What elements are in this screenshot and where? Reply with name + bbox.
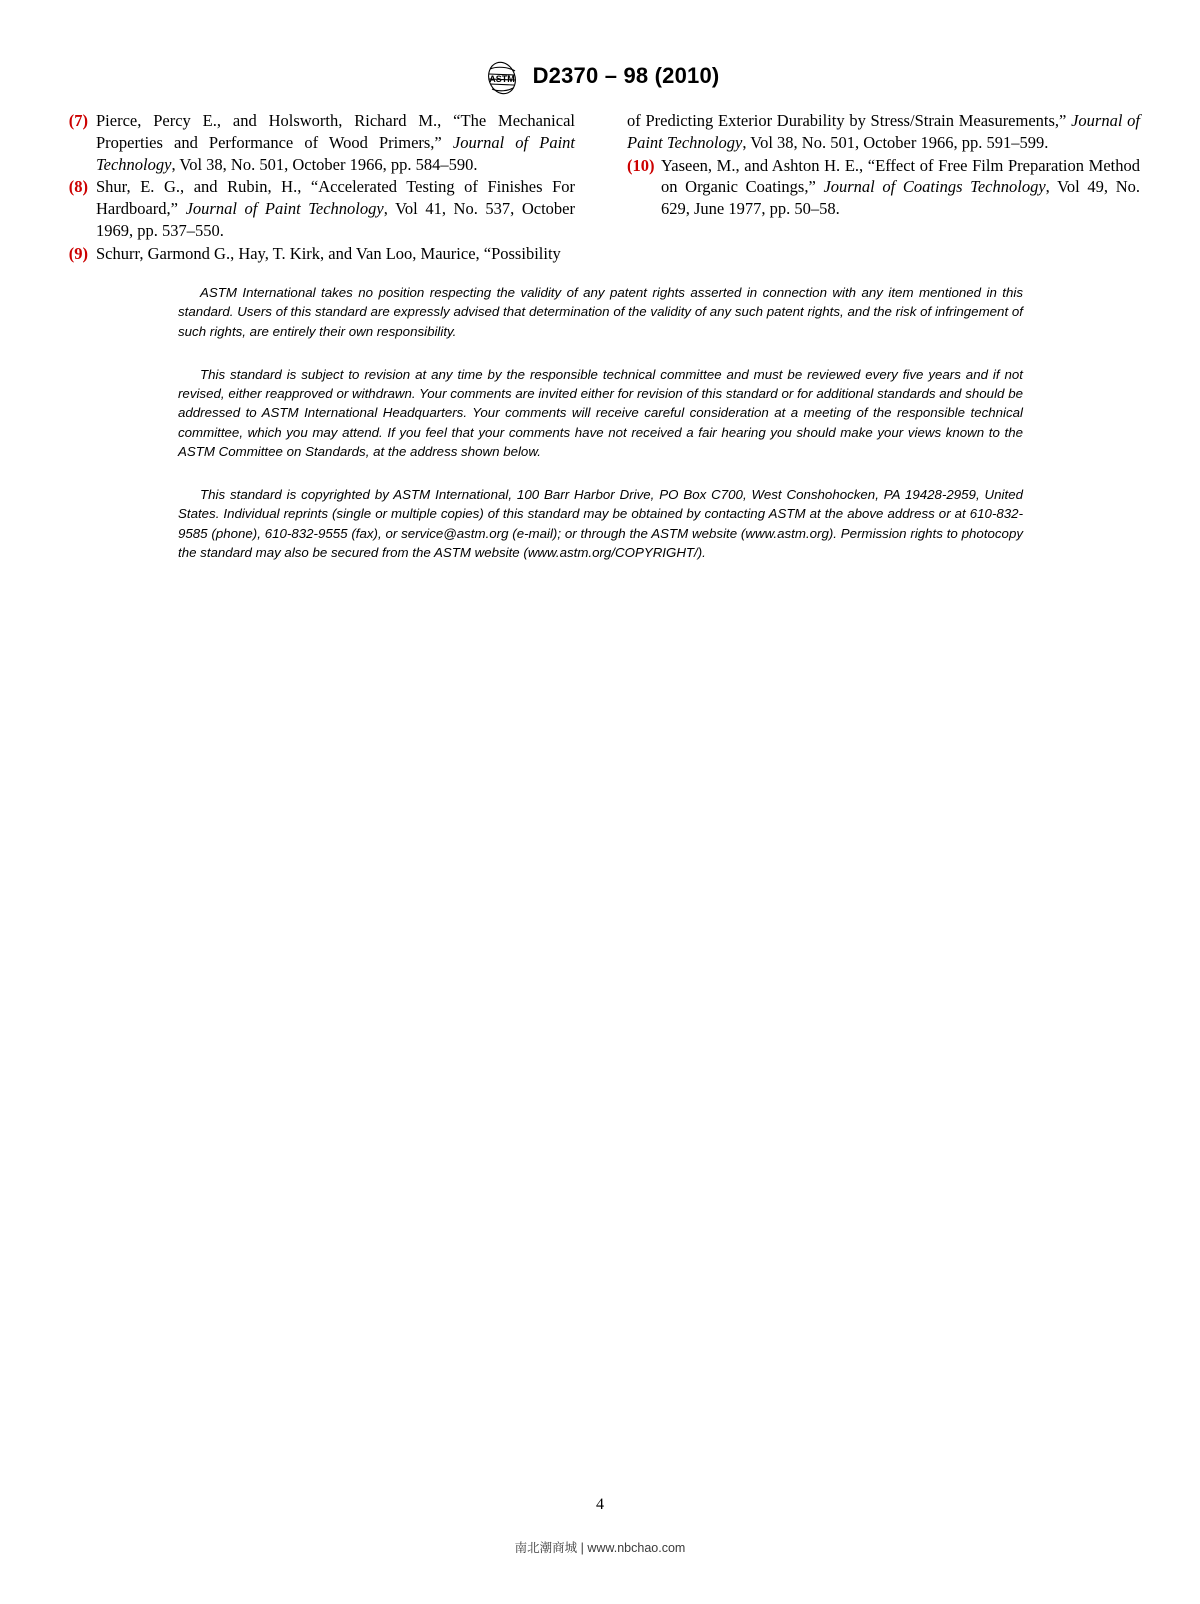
reference-text: Schurr, Garmond G., Hay, T. Kirk, and Van Loo, Maurice, “Possibility	[96, 243, 561, 263]
revision-notice: This standard is subject to revision at any time by the responsible technical committee and must be reviewed every five years and if not revised, either reapproved or withdrawn. Your comments are invited either for revision of this standard or for additional standards and should be addressed to ASTM International Headquarters. Your comments will receive careful consideration at a meeting of the responsible technical committee, which you may attend. If you feel that your comments have not received a fair hearing you should make your views known to the ASTM Committee on Standards, at the address shown below.	[178, 366, 1023, 459]
references-left-column	[62, 110, 575, 265]
reference-text: Shur, E. G., and Rubin, H., “Accelerated Testing of Finishes For Hardboard,” Journal of Paint Technology, Vol 41, No. 537, October 1969, pp. 537–550.	[96, 177, 575, 240]
reference-text: Pierce, Percy E., and Holsworth, Richard M., “The Mechanical Properties and Performance of Wood Primers,” Journal of Paint Technology, Vol 38, No. 501, October 1966, pp. 584–590.	[96, 111, 575, 174]
reference-text: Yaseen, M., and Ashton H. E., “Effect of Free Film Preparation Method on Organic Coatings,” Journal of Coatings Technology, Vol 49, No. 629, June 1977, pp. 50–58.	[661, 155, 1140, 219]
standard-designation: D2370 – 98 (2010)	[532, 63, 720, 88]
patent-notice: ASTM International takes no position respecting the validity of any patent rights asserted in connection with any item mentioned in this standard. Users of this standard are expressly advised that determination of the validity of any such patent rights, and the risk of infringement of such rights, are entirely their own responsibility.	[178, 285, 1023, 339]
reference-number: (9)	[68, 243, 88, 263]
reference-number: (7)	[68, 111, 88, 130]
reference-item	[62, 243, 575, 265]
reference-item	[62, 110, 575, 175]
references-right-column	[627, 110, 1140, 265]
reference-item	[62, 176, 575, 241]
reference-continuation: of Predicting Exterior Durability by Stress/Strain Measurements,” Journal of Paint Technology, Vol 38, No. 501, October 1966, pp. 591–599.	[627, 111, 1140, 152]
page-header	[0, 58, 1200, 94]
reference-item	[627, 155, 1140, 220]
watermark: 南北潮商城 | www.nbchao.com	[514, 1541, 686, 1555]
reference-number: (10)	[627, 155, 655, 175]
reference-number: (8)	[68, 177, 88, 197]
references-section	[62, 110, 1140, 265]
astm-logo	[481, 60, 523, 96]
svg-text:ASTM: ASTM	[488, 74, 515, 84]
copyright-notice: This standard is copyrighted by ASTM International, 100 Barr Harbor Drive, PO Box C700, West Conshohocken, PA 19428-2959, United States. Individual reprints (single or multiple copies) of this standard may be obtained by contacting ASTM at the above address or at 610-832-9585 (phone), 610-832-9555 (fax), or service@astm.org (e-mail); or through the ASTM website (www.astm.org). Permission rights to photocopy the standard may also be secured from the ASTM website (www.astm.org/COPYRIGHT/).	[178, 487, 1023, 560]
page-number: 4	[596, 1496, 604, 1513]
legal-notices	[178, 283, 1023, 562]
